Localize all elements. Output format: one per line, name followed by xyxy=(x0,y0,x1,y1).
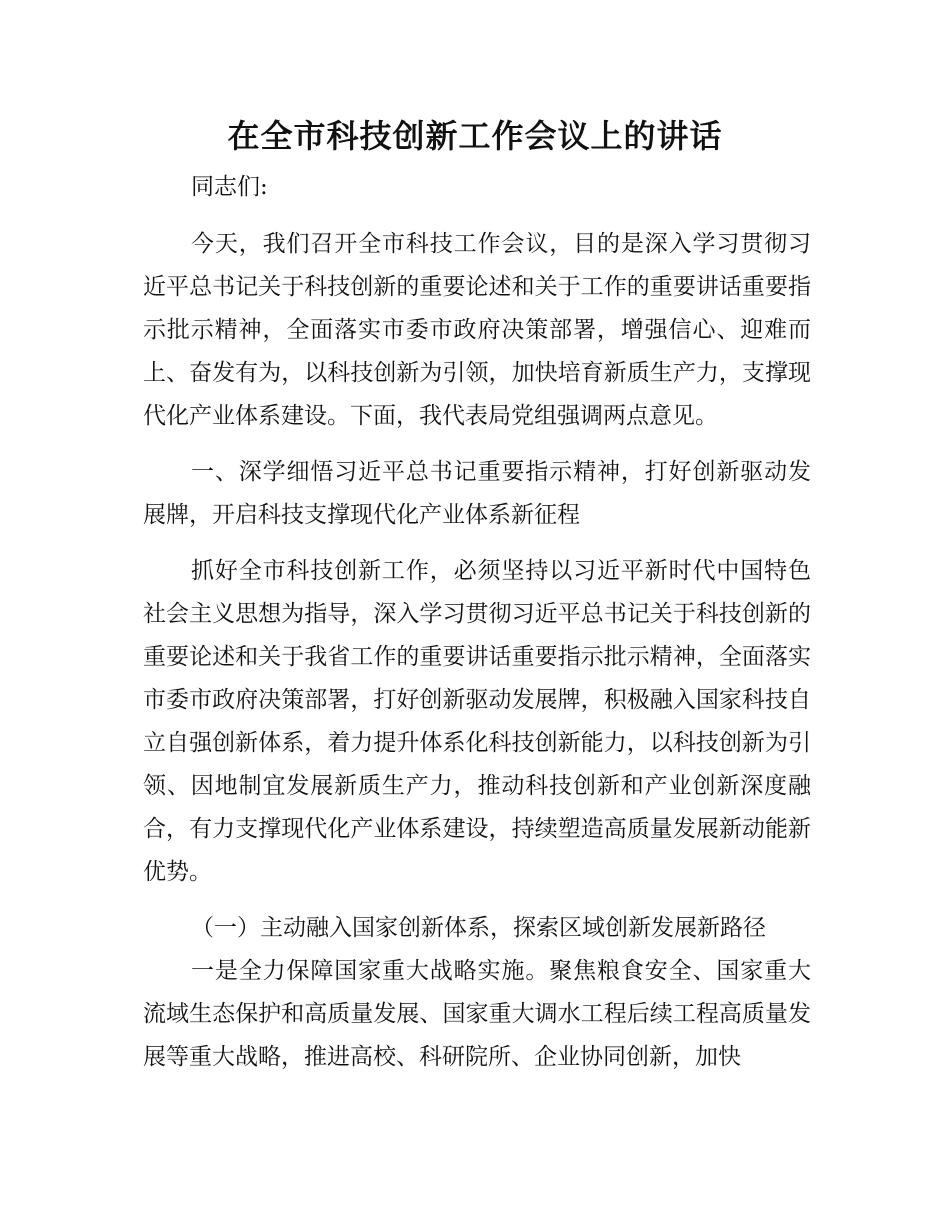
document-title: 在全市科技创新工作会议上的讲话 xyxy=(227,117,723,155)
document-body xyxy=(143,166,811,1079)
greeting: 同志们: xyxy=(191,174,268,200)
section-heading-1: 一、深学细悟习近平总书记重要指示精神，打好创新驱动发展牌，开启科技支撑现代化产业体系新征程 xyxy=(143,459,811,528)
paragraph-intro: 今天，我们召开全市科技工作会议，目的是深入学习贯彻习近平总书记关于科技创新的重要论述和关于工作的重要讲话重要指示批示精神，全面落实市委市政府决策部署，增强信心、迎难而上、奋发有为，以科技创新为引领，加快培育新质生产力，支撑现代化产业体系建设。下面，我代表局党组强调两点意见。 xyxy=(143,231,811,429)
subsection-heading-1: （一）主动融入国家创新体系，探索区域创新发展新路径 xyxy=(191,915,766,941)
paragraph-subsection-1: 一是全力保障国家重大战略实施。聚焦粮食安全、国家重大流域生态保护和高质量发展、国家重大调水工程后续工程高质量发展等重大战略，推进高校、科研院所、企业协同创新，加快 xyxy=(143,958,811,1070)
paragraph-section-1: 抓好全市科技创新工作，必须坚持以习近平新时代中国特色社会主义思想为指导，深入学习贯彻习近平总书记关于科技创新的重要论述和关于我省工作的重要讲话重要指示批示精神，全面落实市委市政府决策部署，打好创新驱动发展牌，积极融入国家科技自立自强创新体系，着力提升体系化科技创新能力，以科技创新为引领、因地制宜发展新质生产力，推动科技创新和产业创新深度融合，有力支撑现代化产业体系建设，持续塑造高质量发展新动能新优势。 xyxy=(143,558,811,885)
